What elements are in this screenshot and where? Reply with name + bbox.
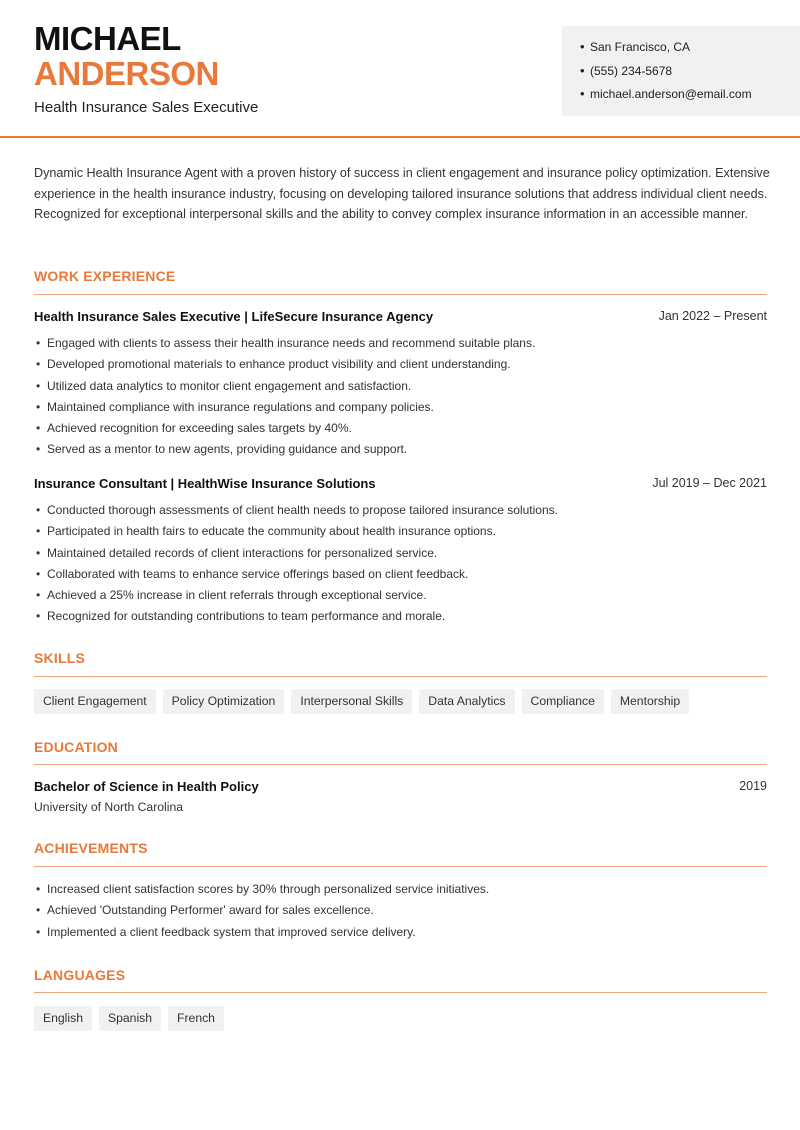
job-header (34, 476, 767, 494)
section-title-skills: SKILLS (34, 650, 85, 666)
job-bullets (34, 501, 767, 629)
languages-list (34, 1006, 224, 1031)
list-item: • Developed promotional materials to enhance product visibility and client understanding. (34, 355, 767, 376)
contact-phone: • (555) 234-5678 (580, 62, 800, 86)
list-item: • Maintained detailed records of client interactions for personalized service. (34, 544, 767, 565)
education-year: 2019 (739, 779, 767, 793)
list-item: • Increased client satisfaction scores by 30% through personalized service initiatives. (34, 880, 767, 901)
education-degree: Bachelor of Science in Health Policy (34, 779, 259, 794)
job-header (34, 309, 767, 327)
list-item: • Participated in health fairs to educate the community about health insurance options. (34, 522, 767, 543)
list-item: • Achieved a 25% increase in client referrals through exceptional service. (34, 586, 767, 607)
list-item: • Served as a mentor to new agents, providing guidance and support. (34, 440, 767, 461)
section-divider (34, 866, 767, 867)
education-school: University of North Carolina (34, 800, 184, 814)
section-divider (34, 992, 767, 993)
achievements-list (34, 880, 767, 944)
skill-chip: Mentorship (611, 689, 689, 714)
contact-box (562, 26, 800, 116)
section-title-languages: LANGUAGES (34, 967, 126, 983)
skills-list (34, 689, 689, 714)
last-name: ANDERSON (34, 55, 219, 92)
job-role: Health Insurance Sales Executive | LifeSecure Insurance Agency (34, 309, 434, 324)
candidate-name (34, 22, 219, 90)
contact-email[interactable]: • michael.anderson@email.com (580, 85, 800, 109)
job-bullets (34, 334, 767, 462)
list-item: • Maintained compliance with insurance regulations and company policies. (34, 398, 767, 419)
section-title-work: WORK EXPERIENCE (34, 268, 176, 284)
section-divider (34, 294, 767, 295)
job-dates: Jan 2022 – Present (658, 309, 767, 323)
job-title: Health Insurance Sales Executive (34, 99, 259, 116)
first-name: MICHAEL (34, 20, 181, 57)
skill-chip: Policy Optimization (163, 689, 285, 714)
professional-summary: Dynamic Health Insurance Agent with a proven history of success in client engagement and insurance policy optimization. Extensive experience in the health insurance industry, focusing on developing tailored insurance solutions that address individual client needs. Recognized for exceptional interpersonal skills and the ability to convey complex insurance information in an accessible manner. (34, 166, 770, 222)
resume-header (0, 0, 800, 138)
list-item: • Implemented a client feedback system that improved service delivery. (34, 923, 767, 944)
list-item: • Achieved 'Outstanding Performer' award for sales excellence. (34, 901, 767, 922)
list-item: • Recognized for outstanding contributions to team performance and morale. (34, 607, 767, 628)
job-dates: Jul 2019 – Dec 2021 (652, 476, 767, 490)
list-item: • Engaged with clients to assess their health insurance needs and recommend suitable plans. (34, 334, 767, 355)
language-chip: Spanish (99, 1006, 161, 1031)
contact-location: • San Francisco, CA (580, 38, 800, 62)
list-item: • Achieved recognition for exceeding sales targets by 40%. (34, 419, 767, 440)
section-divider (34, 764, 767, 765)
section-title-achievements: ACHIEVEMENTS (34, 840, 148, 856)
job-role: Insurance Consultant | HealthWise Insurance Solutions (34, 476, 376, 491)
language-chip: English (34, 1006, 92, 1031)
list-item: • Collaborated with teams to enhance service offerings based on client feedback. (34, 565, 767, 586)
section-divider (34, 676, 767, 677)
skill-chip: Compliance (522, 689, 604, 714)
list-item: • Conducted thorough assessments of client health needs to propose tailored insurance solutions. (34, 501, 767, 522)
language-chip: French (168, 1006, 224, 1031)
section-title-education: EDUCATION (34, 739, 118, 755)
skill-chip: Data Analytics (419, 689, 514, 714)
skill-chip: Client Engagement (34, 689, 156, 714)
skill-chip: Interpersonal Skills (291, 689, 412, 714)
list-item: • Utilized data analytics to monitor client engagement and satisfaction. (34, 377, 767, 398)
